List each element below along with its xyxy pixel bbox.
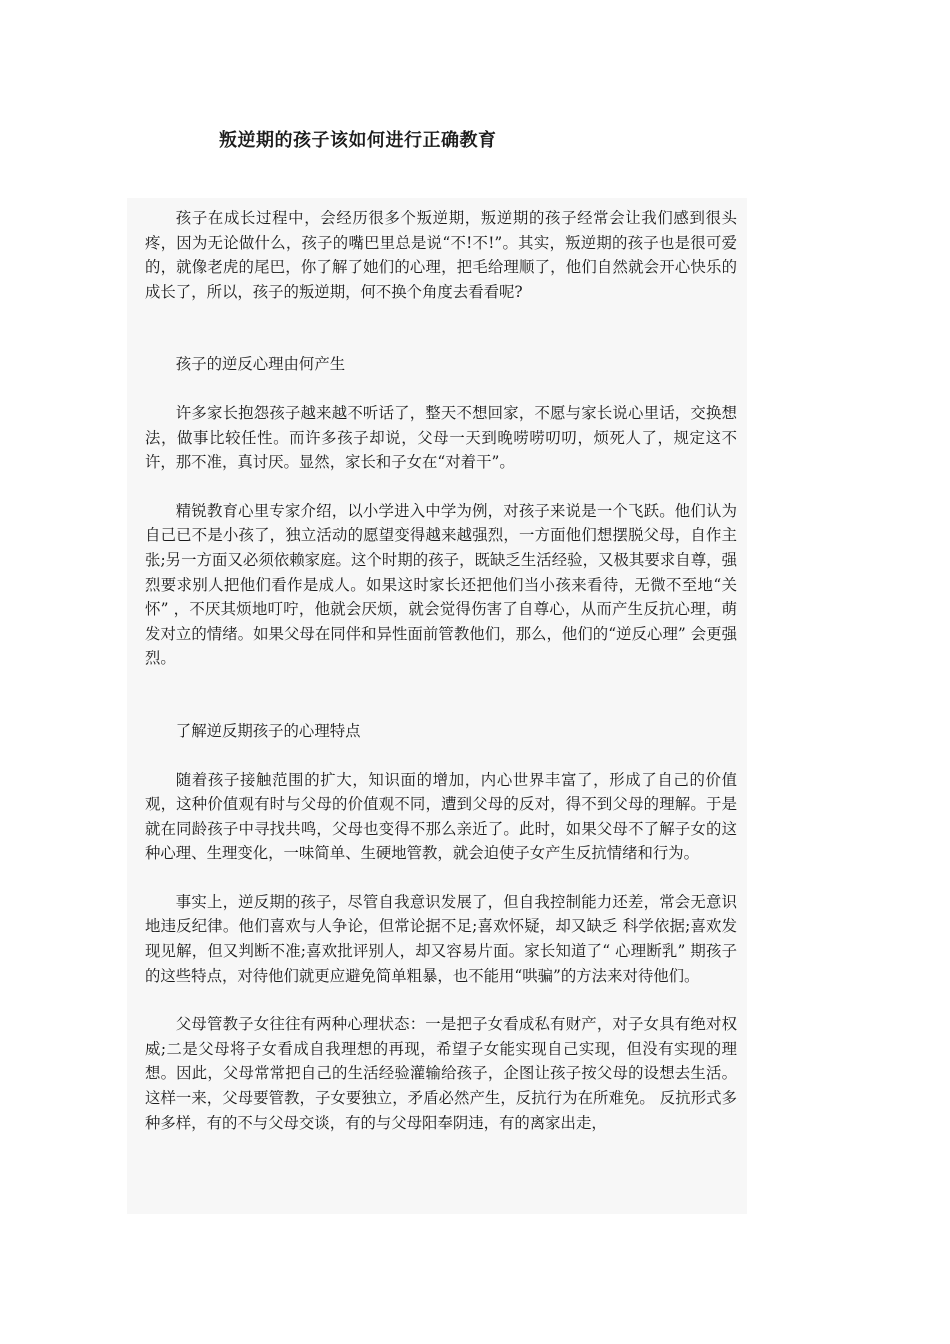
spacer	[145, 744, 737, 768]
document-title: 叛逆期的孩子该如何进行正确教育	[219, 130, 497, 151]
paragraph-intro: 孩子在成长过程中，会经历很多个叛逆期，叛逆期的孩子经常会让我们感到很头疼，因为无论做什么，孩子的嘴巴里总是说“不!不!”。其实，叛逆期的孩子也是很可爱的，就像老虎的尾巴，你了解了她们的心理，把毛给理顺了，他们自然就会开心快乐的成长了，所以，孩子的叛逆期，何不换个角度去看看呢?	[145, 209, 737, 301]
article-body	[127, 198, 747, 1214]
paragraph: 许多家长抱怨孩子越来越不听话了，整天不想回家，不愿与家长说心里话，交换想法，做事比较任性。而许多孩子却说，父母一天到晚唠唠叨叨，烦死人了，规定这不许，那不准，真讨厌。显然，家长和子女在“对着干”。	[145, 403, 737, 472]
spacer	[145, 866, 737, 890]
paragraph: 父母管教子女往往有两种心理状态：一是把子女看成私有财产，对子女具有绝对权威;二是父母将子女看成自我理想的再现，希望子女能实现自己实现，但没有实现的理想。因此，父母常常把自己的生活经验灌输给孩子，企图让孩子按父母的设想去生活。这样一来，父母要管教，子女要独立，矛盾必然产生，反抗行为在所难免。 反抗形式多种多样，有的不与父母交谈，有的与父母阳奉阴违，有的离家出走，	[145, 1015, 737, 1132]
spacer	[145, 304, 737, 352]
spacer	[145, 377, 737, 401]
spacer	[145, 988, 737, 1012]
section-heading: 孩子的逆反心理由何产生	[175, 355, 346, 374]
spacer	[145, 475, 737, 499]
paragraph: 事实上，逆反期的孩子，尽管自我意识发展了，但自我控制能力还差，常会无意识地违反纪律。他们喜欢与人争论，但常论据不足;喜欢怀疑，却又缺乏 科学依据;喜欢发现见解，但又判断不准;喜欢批评别人，却又容易片面。家长知道了“ 心理断乳” 期孩子的这些特点，对待他们就更应避免简单粗暴，也不能用“哄骗”的方法来对待他们。	[145, 892, 737, 985]
paragraph: 随着孩子接触范围的扩大，知识面的增加，内心世界丰富了，形成了自己的价值观，这种价值观有时与父母的价值观不同，遭到父母的反对，得不到父母的理解。于是就在同龄孩子中寻找共鸣，父母也变得不那么亲近了。此时，如果父母不了解子女的这种心理、生理变化，一味简单、生硬地管教，就会迫使子女产生反抗情绪和行为。	[145, 770, 737, 863]
paragraph: 精锐教育心里专家介绍，以小学进入中学为例，对孩子来说是一个飞跃。他们认为自己已不是小孩了，独立活动的愿望变得越来越强烈，一方面他们想摆脱父母，自作主张;另一方面又必须依赖家庭。这个时期的孩子，既缺乏生活经验，又极其要求自尊，强烈要求别人把他们看作是成人。如果这时家长还把他们当小孩来看待，无微不至地“关怀” ，不厌其烦地叮咛，他就会厌烦，就会觉得伤害了自尊心，从而产生反抗心理，萌发对立的情绪。如果父母在同伴和异性面前管教他们，那么，他们的“逆反心理” 会更强烈。	[145, 501, 737, 668]
spacer	[145, 671, 737, 719]
section-heading: 了解逆反期孩子的心理特点	[175, 721, 361, 740]
